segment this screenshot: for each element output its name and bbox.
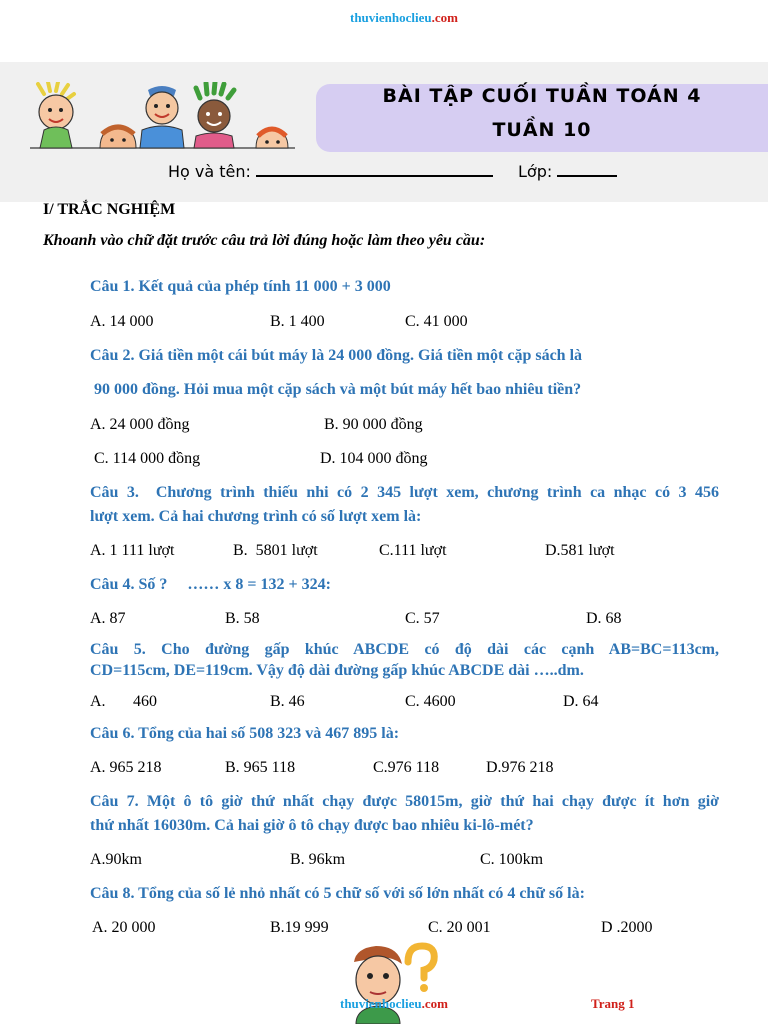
name-field[interactable] xyxy=(256,161,493,177)
name-label: Họ và tên: xyxy=(168,162,251,181)
q5-option-a-letter[interactable]: A. xyxy=(90,693,106,710)
child-4-icon xyxy=(194,82,234,148)
q4-option-c[interactable]: C. 57 xyxy=(405,610,440,627)
q7-option-b[interactable]: B. 96km xyxy=(290,851,346,868)
footer-site-part1: thuvienhoclieu xyxy=(340,996,422,1011)
question-4-text: Câu 4. Số ? …… x 8 = 132 + 324: xyxy=(90,576,331,593)
site-name-part2: .com xyxy=(431,10,458,25)
instruction: Khoanh vào chữ đặt trước câu trả lời đúng hoặc làm theo yêu cầu: xyxy=(43,232,486,249)
question-3-text-line1: Câu 3. Chương trình thiếu nhi có 2 345 lượt xem, chương trình ca nhạc có 3 456 xyxy=(90,484,719,501)
q8-option-a[interactable]: A. 20 000 xyxy=(92,919,156,936)
child-3-icon xyxy=(140,86,184,148)
site-name-top xyxy=(0,10,768,26)
q1-option-a[interactable]: A. 14 000 xyxy=(90,313,154,330)
q4-option-b[interactable]: B. 58 xyxy=(225,610,260,627)
q5-option-d[interactable]: D. 64 xyxy=(563,693,599,710)
class-field[interactable] xyxy=(557,161,617,177)
q2-option-c[interactable]: C. 114 000 đồng xyxy=(90,450,201,467)
q5-option-c[interactable]: C. 4600 xyxy=(405,693,456,710)
question-6-text: Câu 6. Tổng của hai số 508 323 và 467 895 là: xyxy=(90,725,400,742)
class-label: Lớp: xyxy=(518,162,553,181)
q2-option-d[interactable]: D. 104 000 đồng xyxy=(320,450,428,467)
q6-option-b[interactable]: B. 965 118 xyxy=(225,759,296,776)
q6-option-a[interactable]: A. 965 218 xyxy=(90,759,162,776)
name-row xyxy=(168,161,493,181)
q8-option-b[interactable]: B.19 999 xyxy=(270,919,329,936)
q4-option-a[interactable]: A. 87 xyxy=(90,610,126,627)
q7-option-a[interactable]: A.90km xyxy=(90,851,142,868)
q6-option-d[interactable]: D.976 218 xyxy=(486,759,554,776)
footer-site-part2: .com xyxy=(421,996,448,1011)
q8-option-d[interactable]: D .2000 xyxy=(601,919,653,936)
question-5-text-line1: Câu 5. Cho đường gấp khúc ABCDE có độ dài các cạnh AB=BC=113cm, xyxy=(90,641,719,658)
q5-option-a-value[interactable]: 460 xyxy=(133,693,157,710)
question-7-text-line2: thứ nhất 16030m. Cả hai giờ ô tô chạy được bao nhiêu ki-lô-mét? xyxy=(90,817,534,834)
class-row xyxy=(518,161,617,181)
q2-option-b[interactable]: B. 90 000 đồng xyxy=(324,416,423,433)
q8-option-c[interactable]: C. 20 001 xyxy=(428,919,491,936)
q2-option-a[interactable]: A. 24 000 đồng xyxy=(90,416,190,433)
boy-icon xyxy=(354,946,402,1024)
title-line-1: BÀI TẬP CUỐI TUẦN TOÁN 4 xyxy=(382,85,702,107)
section-heading: I/ TRẮC NGHIỆM xyxy=(43,201,176,218)
q3-option-c[interactable]: C.111 lượt xyxy=(379,542,447,559)
question-7-text-line1: Câu 7. Một ô tô giờ thứ nhất chạy được 58015m, giờ thứ hai chạy được ít hơn giờ xyxy=(90,793,719,810)
q5-option-b[interactable]: B. 46 xyxy=(270,693,305,710)
q1-option-c[interactable]: C. 41 000 xyxy=(405,313,468,330)
question-2-text-line1: Câu 2. Giá tiền một cái bút máy là 24 000 đồng. Giá tiền một cặp sách là xyxy=(90,347,583,364)
q1-option-b[interactable]: B. 1 400 xyxy=(270,313,325,330)
question-2-text-line2: 90 000 đồng. Hỏi mua một cặp sách và một bút máy hết bao nhiêu tiền? xyxy=(90,381,582,398)
children-illustration xyxy=(30,82,300,154)
site-name-part1: thuvienhoclieu xyxy=(350,10,432,25)
q4-option-d[interactable]: D. 68 xyxy=(586,610,622,627)
q7-option-c[interactable]: C. 100km xyxy=(480,851,544,868)
child-5-icon xyxy=(256,129,288,148)
page-number: Trang 1 xyxy=(591,996,635,1011)
question-5-text-line2: CD=115cm, DE=119cm. Vậy độ dài đường gấp khúc ABCDE dài …..dm. xyxy=(90,662,584,679)
title-line-2: TUẦN 10 xyxy=(492,119,592,141)
question-1-text: Câu 1. Kết quả của phép tính 11 000 + 3 000 xyxy=(90,278,391,295)
q3-option-a[interactable]: A. 1 111 lượt xyxy=(90,542,175,559)
child-2-icon xyxy=(100,127,136,148)
child-1-icon xyxy=(38,82,74,148)
site-name-bottom xyxy=(340,996,448,1012)
question-3-text-line2: lượt xem. Cả hai chương trình có số lượt xem là: xyxy=(90,508,422,525)
question-8-text: Câu 8. Tổng của số lẻ nhỏ nhất có 5 chữ số với số lớn nhất có 4 chữ số là: xyxy=(90,885,585,902)
question-mark-icon xyxy=(408,946,434,992)
q6-option-c[interactable]: C.976 118 xyxy=(373,759,440,776)
q3-option-d[interactable]: D.581 lượt xyxy=(545,542,615,559)
q3-option-b[interactable]: B. 5801 lượt xyxy=(233,542,318,559)
